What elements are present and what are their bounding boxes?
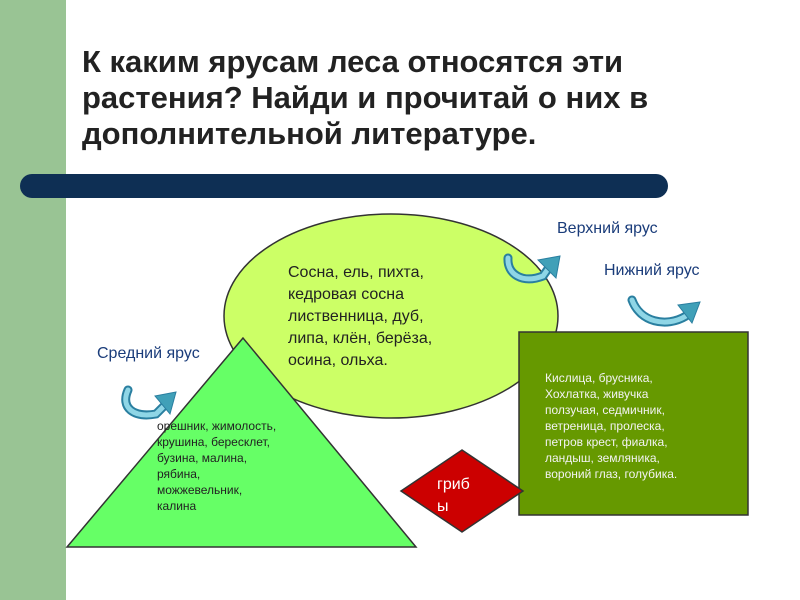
label-lower-tier: Нижний ярус	[604, 262, 700, 279]
ellipse-line: кедровая сосна	[288, 286, 404, 303]
label-upper-tier: Верхний ярус	[557, 220, 658, 237]
slide-title: К каким ярусам леса относятся эти растения? Найди и прочитай о них в дополнительной литературе.	[82, 44, 649, 151]
rect-line: петров крест, фиалка,	[545, 435, 668, 449]
triangle-line: можжевельник,	[157, 483, 243, 497]
ellipse-line: лиственница, дуб,	[288, 308, 424, 325]
triangle-line: рябина,	[157, 467, 201, 481]
mushrooms-label	[437, 474, 477, 518]
ellipse-line: Сосна, ель, пихта,	[288, 264, 424, 281]
triangle-line: орешник, жимолость,	[157, 419, 277, 433]
curved-arrow-icon	[632, 300, 700, 323]
ellipse-line: осина, ольха.	[288, 352, 388, 369]
rect-line: вороний глаз, голубика.	[545, 467, 678, 481]
curved-arrow-icon	[126, 390, 176, 415]
rect-line: ветреница, пролеска,	[545, 419, 665, 433]
triangle-line: бузина, малина,	[157, 451, 248, 465]
rect-line: ландыш, земляника,	[545, 451, 660, 465]
rect-line: ползучая, седмичник,	[545, 403, 665, 417]
rect-line: Кислица, брусника,	[545, 371, 653, 385]
middle-tier-plants	[157, 418, 317, 514]
label-middle-tier: Средний ярус	[97, 345, 200, 362]
diamond-line: гриб	[437, 476, 470, 493]
rect-line: Хохлатка, живучка	[545, 387, 649, 401]
triangle-line: калина	[157, 499, 197, 513]
upper-tier-plants	[288, 262, 488, 372]
lower-tier-plants	[545, 370, 740, 482]
ellipse-line: липа, клён, берёза,	[288, 330, 433, 347]
triangle-line: крушина, бересклет,	[157, 435, 271, 449]
diamond-line: ы	[437, 498, 449, 515]
